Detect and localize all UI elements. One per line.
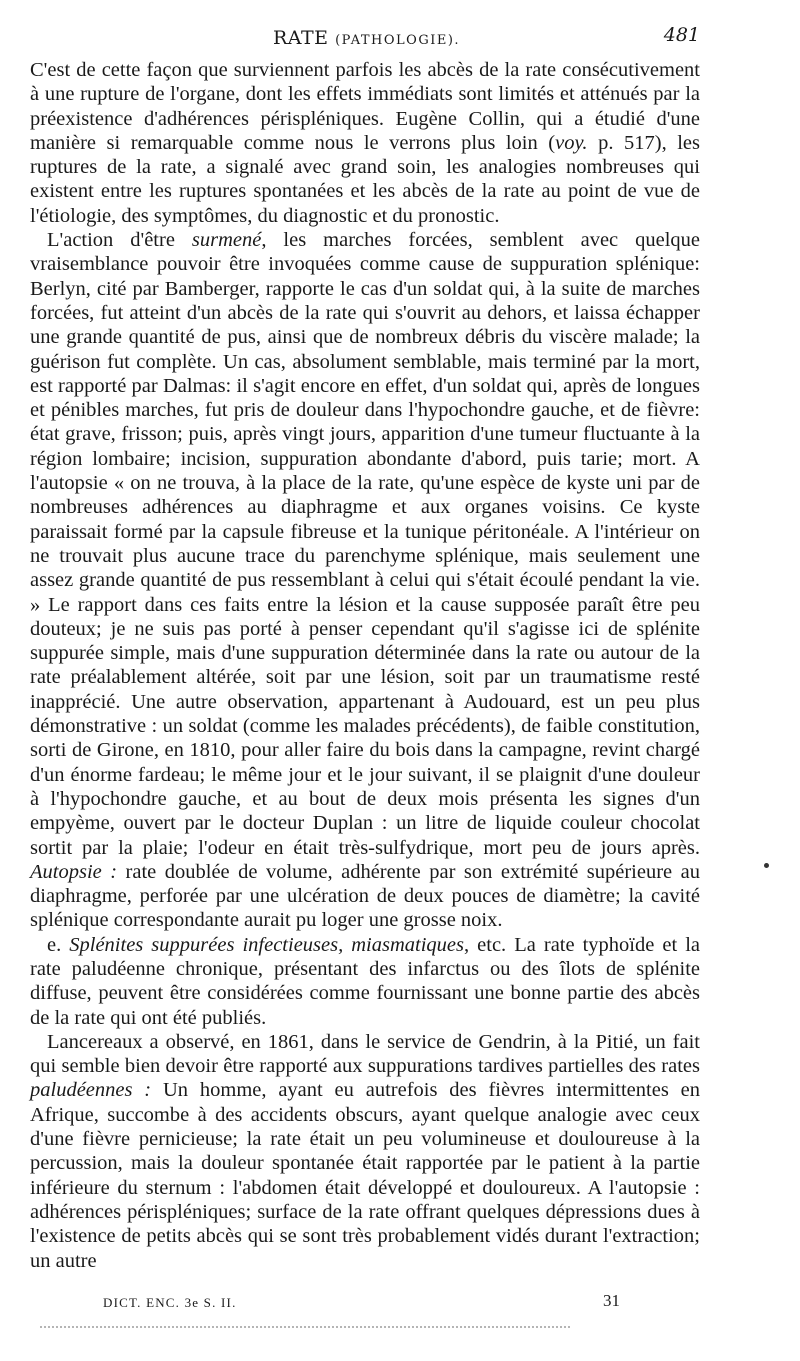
page-header <box>30 18 700 58</box>
running-title <box>273 27 460 49</box>
page-footer <box>30 1291 700 1321</box>
body-text <box>30 58 700 1273</box>
printer-signature: DICT. ENC. 3e S. II. <box>103 1294 237 1310</box>
running-title-subtitle: (PATHOLOGIE). <box>335 33 461 48</box>
sheet-number: 31 <box>603 1290 620 1310</box>
margin-dot <box>764 863 769 868</box>
paragraph-2: L'action d'être surmené, les marches forcées, semblent avec quelque vraisemblance pouvoir être invoquées comme cause de suppuration splénique: Berlyn, cité par Bamberger, rapporte le cas d'un soldat qui, à la suite de marches forcées, fut atteint d'un abcès de la rate qui s'ouvrit au dehors, et laissa échapper une grande quantité de pus, ainsi que de nombreux débris du viscère malade; la guérison fut complète. Un cas, absolument semblable, mais terminé par la mort, est rapporté par Dalmas: il s'agit encore en effet, d'un soldat qui, après de longues et pénibles marches, fut pris de douleur dans l'hypochondre gauche, et de fièvre: état grave, frisson; puis, après vingt jours, apparition d'une tumeur fluctuante à la région lombaire; incision, suppuration abondante d'abord, puis tarie; mort. A l'autopsie « on ne trouva, à la place de la rate, qu'une espèce de kyste uni par de nombreuses adhérences au diaphragme et aux organes voisins. Ce kyste paraissait formé par la capsule fibreuse et la tunique péritonéale. A l'intérieur on ne trouvait plus aucune trace du parenchyme splénique, mais seulement une assez grande quantité de pus ressemblant à celui qui s'était écoulé pendant la vie. » Le rapport dans ces faits entre la lésion et la cause supposée paraît être peu douteux; je ne suis pas porté à penser cependant qu'il s'agisse ici de splénite suppurée simple, mais d'une suppuration déterminée dans la rate ou autour de la rate préalablement altérée, soit par une lésion, soit par un traumatisme resté inapprécié. Une autre observation, appartenant à Audouard, est un peu plus démonstrative : un soldat (comme les malades précédents), de faible constitution, sorti de Girone, en 1810, pour aller faire du bois dans la campagne, revint chargé d'un énorme fardeau; le même jour et le jour suivant, il se plaignit d'une douleur à l'hypochondre gauche, et au bout de deux mois présenta les signes d'un empyème, ouvert par le docteur Duplan : un litre de liquide couleur chocolat sortit par la plaie; l'odeur en était très-sulfydrique, mort peu de jours après. Autopsie : rate doublée de volume, adhérente par son extrémité supérieure au diaphragme, perforée par une ulcération de deux pouces de diamètre; la cavité splénique correspondante aurait pu loger une grosse noix. <box>30 229 700 932</box>
bottom-dotted-rule <box>40 1326 570 1328</box>
page-number: 481 <box>663 24 700 46</box>
paragraph-1: C'est de cette façon que surviennent parfois les abcès de la rate consécutivement à une rupture de l'organe, dont les effets immédiats sont limités et atténués par la préexistence d'adhérences périspléniques. Eugène Collin, qui a étudié d'une manière si remarquable comme nous le verrons plus loin (voy. p. 517), les ruptures de la rate, a signalé avec grand soin, les analogies nombreuses qui existent entre les ruptures spontanées et les abcès de la rate au point de vue de l'étiologie, des symptômes, du diagnostic et du pronostic. <box>30 59 700 227</box>
document-page <box>30 18 700 1321</box>
paragraph-4: Lancereaux a observé, en 1861, dans le service de Gendrin, à la Pitié, un fait qui semble bien devoir être rapporté aux suppurations tardives partielles des rates paludéennes : Un homme, ayant eu autrefois des fièvres intermittentes en Afrique, succombe à des accidents obscurs, ayant quelque analogie avec ceux d'une fièvre pernicieuse; la rate était un peu volumineuse et douloureuse à la percussion, mais la douleur spontanée était rapportée par le patient à la partie inférieure du sternum : l'abdomen était développé et douloureux. A l'autopsie : adhérences périspléniques; surface de la rate offrant quelques dépressions dues à l'existence de petits abcès qui se sont très probablement vidés durant l'extraction; un autre <box>30 1030 700 1272</box>
running-title-main: RATE <box>273 27 329 49</box>
paragraph-3: e. Splénites suppurées infectieuses, miasmatiques, etc. La rate typhoïde et la rate paludéenne chronique, présentant des infarctus ou des îlots de splénite diffuse, peuvent être considérées comme fournissant une bonne partie des abcès de la rate qui ont été publiés. <box>30 933 700 1029</box>
